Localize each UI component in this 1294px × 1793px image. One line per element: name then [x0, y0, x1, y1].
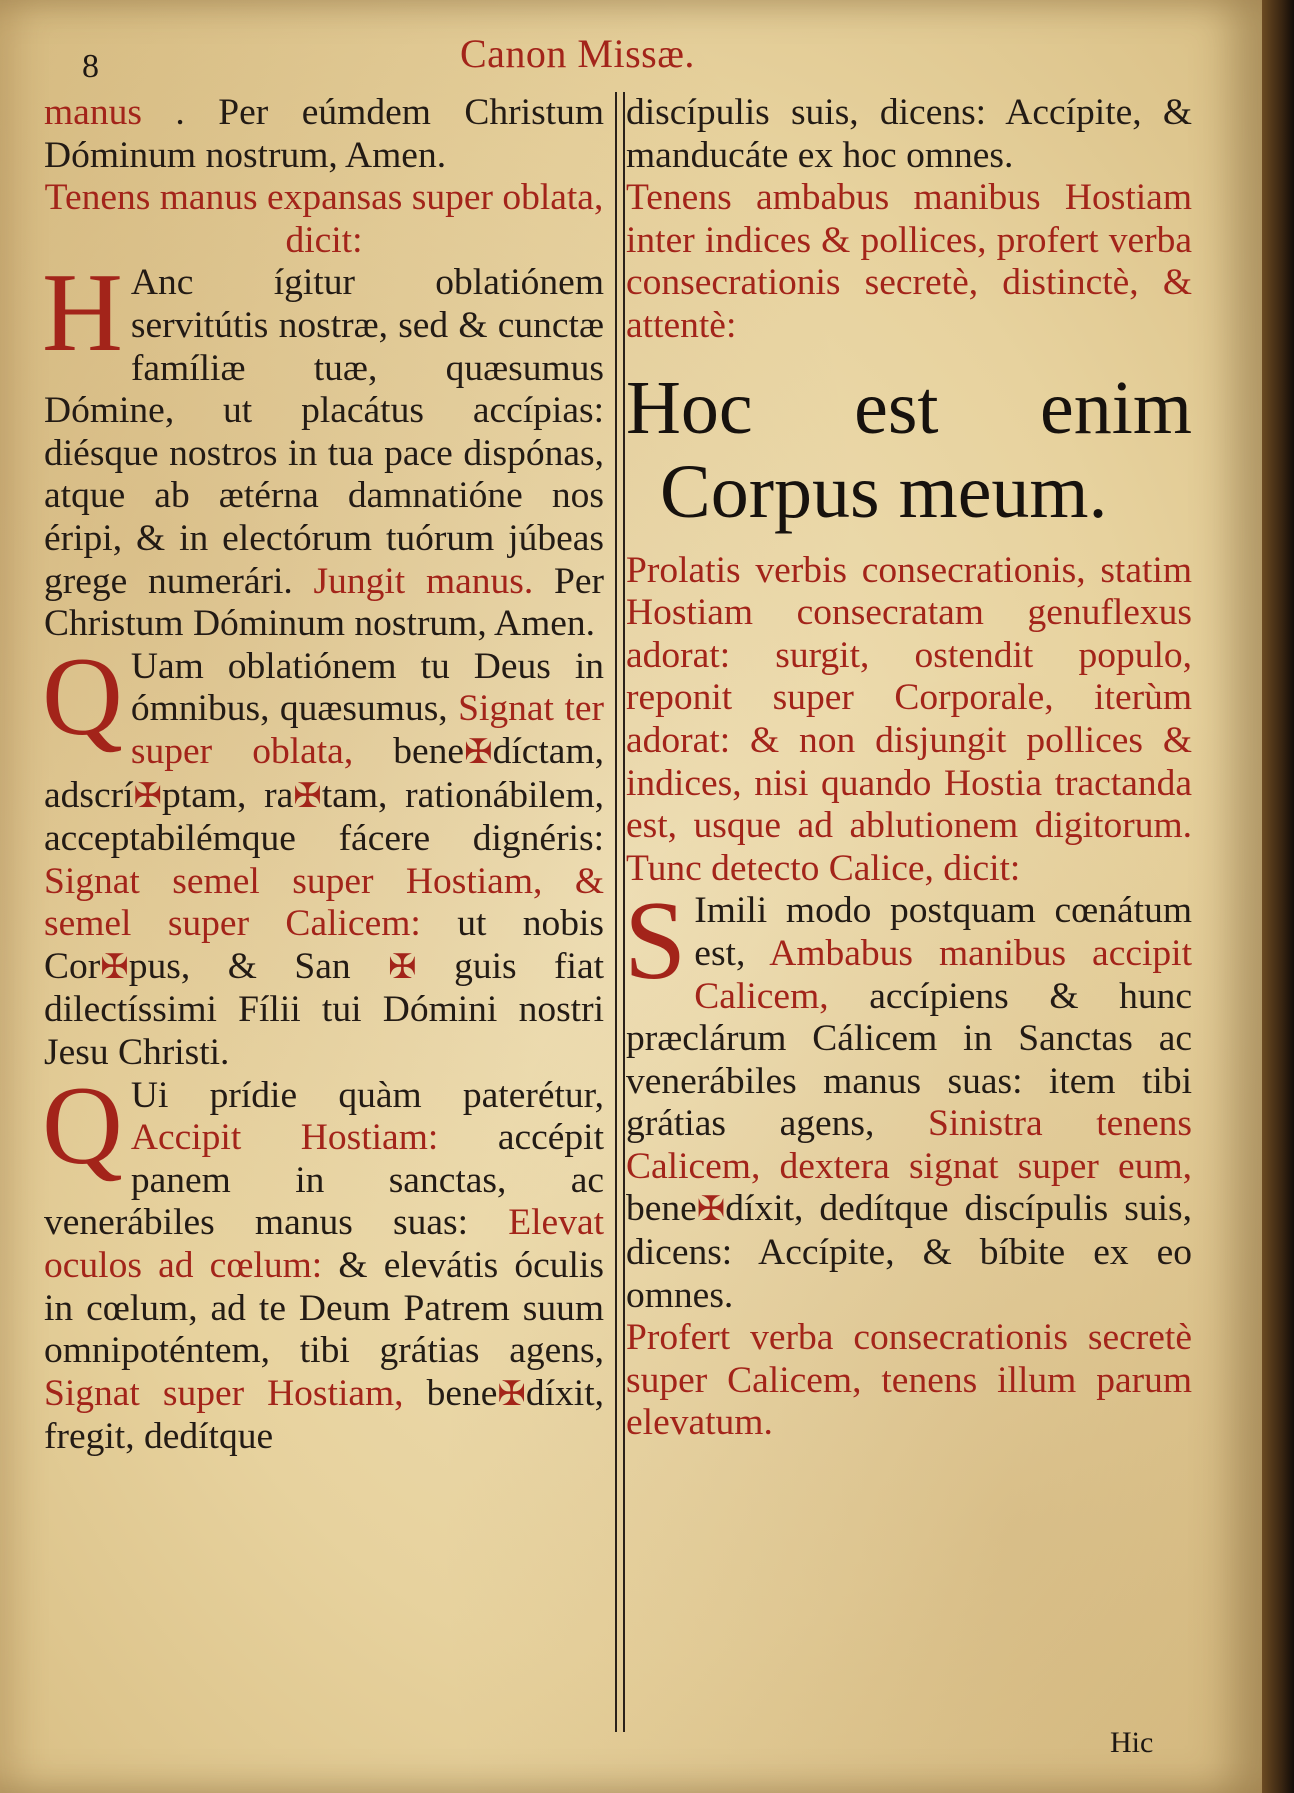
rubric-sinistra: Sinistra tenens Calicem, dextera signat super eum,: [626, 1103, 1193, 1187]
consecration-line-2: Corpus meum.: [660, 449, 1108, 534]
text-per-christum: Per Christum Dóminum nostrum, Amen.: [44, 560, 605, 645]
book-spine: [1262, 0, 1294, 1793]
right-column: [626, 92, 1192, 1445]
rubric-tenens-manus: Tenens manus expansas super oblata, dicit:: [44, 177, 604, 261]
text-elevatis: & elevátis óculis in cœlum, ad te Deum Patrem suum omnipoténtem, tibi grátias agens,: [44, 1245, 604, 1372]
paragraph-per-eumdem: [44, 92, 604, 177]
drop-cap-q: Q: [42, 634, 123, 759]
consecration-line-1: Hoc est enim: [626, 365, 1192, 450]
text-per-eumdem: . Per eúmdem Christum Dóminum nostrum, Amen.: [44, 92, 604, 176]
text-accipiens: accípiens & hunc præclárum Cálicem in Sanctas ac venerábiles manus suas: item tibi grátias agens,: [626, 975, 1193, 1145]
drop-cap-h: H: [42, 251, 123, 376]
paragraph-qui-pridie: [42, 1063, 605, 1459]
text-qui-pridie: Ui prídie quàm paterétur,: [130, 1074, 604, 1116]
rubric-accipit-hostiam: Accipit Hostiam:: [130, 1117, 439, 1159]
catchword: Hic: [1110, 1726, 1154, 1759]
drop-cap-q2: Q: [42, 1063, 123, 1188]
cross-icon: ✠: [388, 948, 417, 986]
text-quam: Uam oblatiónem tu Deus in ómnibus, quæsumus,: [130, 645, 604, 730]
rubric-prolatis: Prolatis verbis consecrationis, statim Hostiam consecratam genuflexus adorat: surgit, ostendit populo, reponit super Corporale, iterùm adorat: & non disjungit pollices & indices, nisi quando Hostia tractanda est, usque ad ablutionem digitorum. Tunc detecto Calice, dicit:: [626, 549, 1192, 889]
cross-icon: ✠: [293, 777, 322, 815]
paragraph-discipulis: discípulis suis, dicens: Accípite, & manducáte ex hoc omnes.: [626, 92, 1192, 176]
paragraph-quam-oblationem: [42, 634, 605, 1075]
text-pus: pus, & San: [128, 945, 351, 987]
text-hanc-igitur: Anc ígitur oblatiónem servitútis nostræ, sed & cunctæ famíliæ tuæ, quæsumus Dómine, ut placátus accípias: diésque nostros in tua pace dispónas, atque ab ætérna damnatióne nos éripi, & in electórum tuórum júbeas grege numerári.: [44, 262, 604, 602]
text-dixit-fregit: díxit, fregit, dedítque: [44, 1372, 604, 1458]
text-dictam: díctam, adscrí: [44, 730, 604, 816]
rubric-signat-super: Signat super Hostiam,: [44, 1372, 404, 1414]
drop-cap-s: S: [624, 879, 687, 1004]
text-tam: tam, rationábilem, acceptabilémque fácere dignéris:: [44, 774, 604, 860]
rubric-signat-semel: Signat semel super Hostiam, & semel super Calicem:: [44, 860, 604, 945]
cross-icon: ✠: [100, 948, 129, 986]
rubric-manus: manus: [44, 92, 142, 133]
rubric-jungit-manus: Jungit manus.: [313, 560, 534, 602]
left-column: [44, 92, 604, 1459]
rubric-ambabus: Ambabus manibus accipit Calicem,: [694, 932, 1192, 1017]
paragraph-simili-modo: [624, 879, 1193, 1317]
cross-icon: ✠: [133, 777, 163, 815]
cross-icon: ✠: [464, 733, 493, 771]
text-dixit-dedit: díxit, dedítque discípulis suis, dicens: Accípite, & bíbite ex eo omnes.: [626, 1188, 1192, 1316]
cross-icon: ✠: [696, 1191, 726, 1229]
text-accepit: accépit panem in sanctas, ac venerábiles manus suas:: [44, 1117, 604, 1244]
consecration-words: [626, 366, 1192, 534]
running-title: Canon Missæ.: [460, 31, 695, 76]
cross-icon: ✠: [497, 1375, 526, 1413]
paragraph-hanc-igitur: [42, 251, 605, 645]
text-simili: Imili modo postquam cœnátum est,: [694, 890, 1192, 974]
text-bene3: bene: [626, 1188, 697, 1230]
text-ut-nobis: ut nobis Cor: [44, 903, 604, 987]
text-bene2: bene: [426, 1372, 498, 1414]
page-number: 8: [82, 48, 99, 85]
text-bene: bene: [393, 730, 465, 772]
rubric-profert: Profert verba consecrationis secretè super Calicem, tenens illum parum elevatum.: [626, 1317, 1192, 1444]
text-guis: guis fiat dilectíssimi Fílii tui Dómini nostri Jesu Christi.: [44, 945, 605, 1074]
rubric-signat-ter: Signat ter super oblata,: [130, 688, 604, 772]
text-ptam: ptam, ra: [162, 774, 294, 816]
rubric-tenens-ambabus: Tenens ambabus manibus Hostiam inter indices & pollices, profert verba consecrationis secretè, distinctè, & attentè:: [626, 177, 1192, 346]
rubric-elevat: Elevat oculos ad cœlum:: [44, 1202, 605, 1287]
